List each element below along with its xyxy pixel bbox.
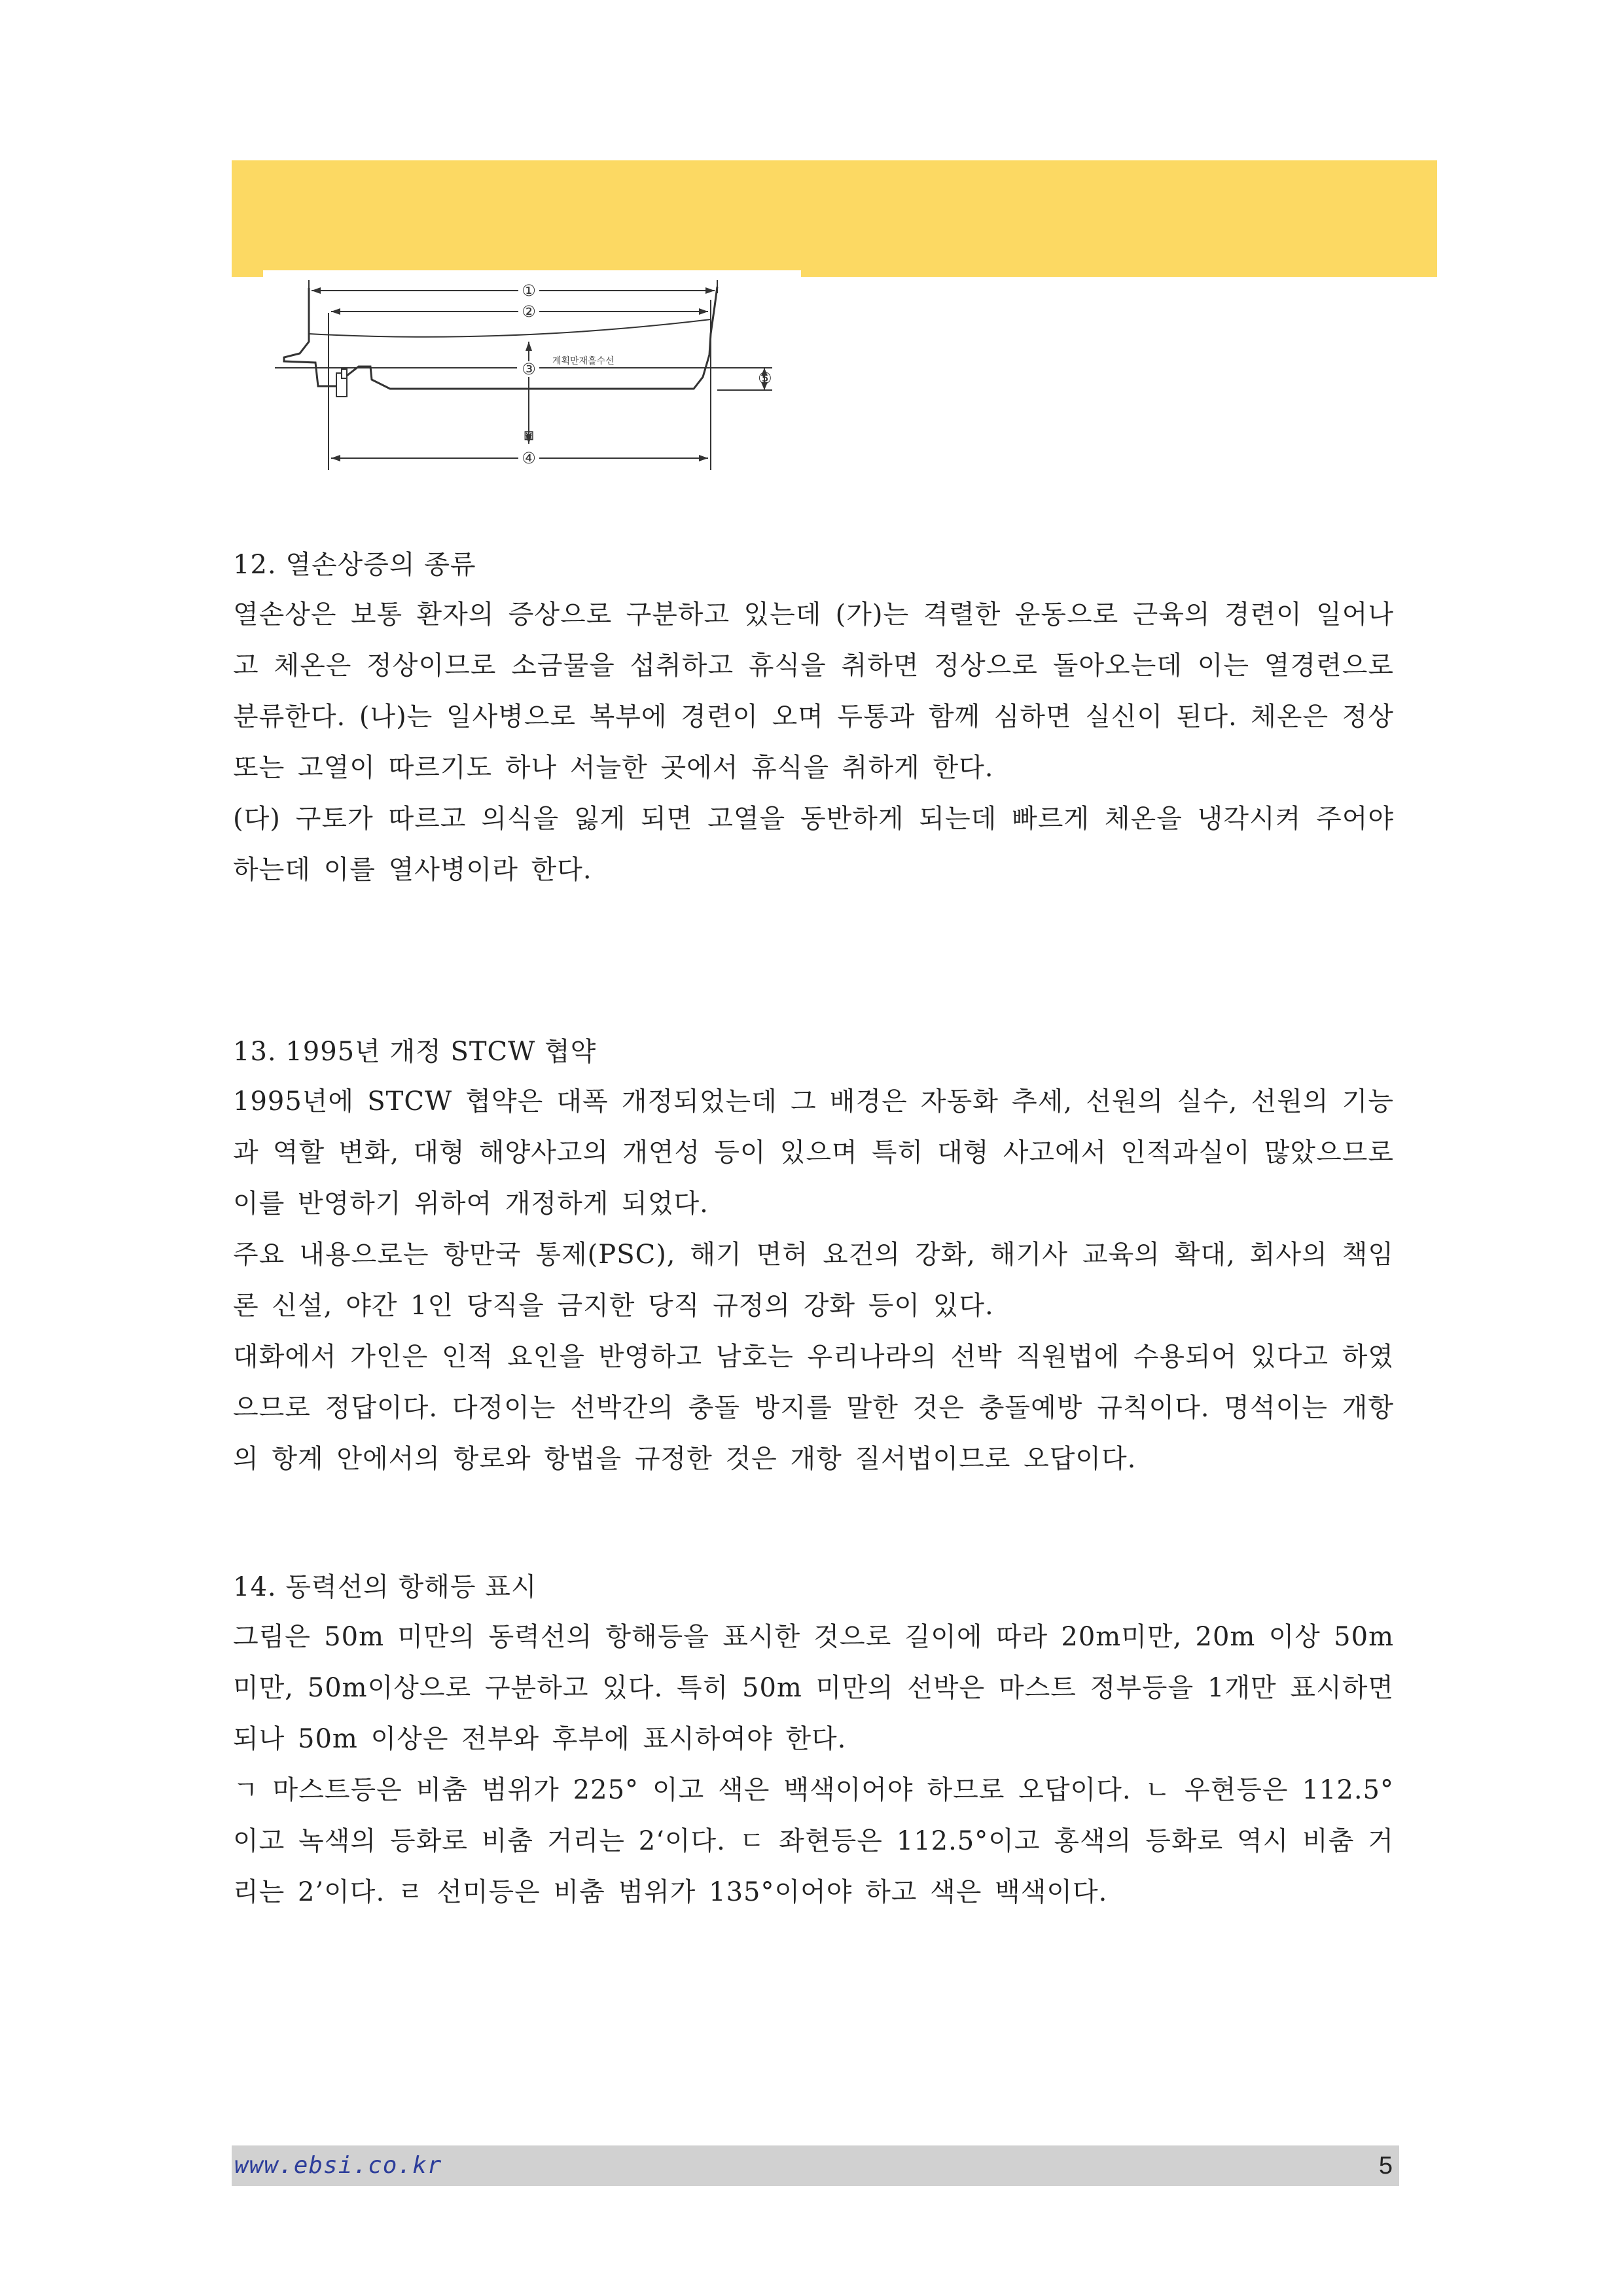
dimension-label-1: ①: [522, 281, 536, 300]
paragraph: 대화에서 가인은 인적 요인을 반영하고 남호는 우리나라의 선박 직원법에 수용되어 있다고 하였으므로 정답이다. 다정이는 선박간의 충돌 방지를 말한 것은 충돌예방 규칙이다. 명석이는 개항의 항계 안에서의 항로와 항법을 규정한 것은 개항 질서법이므로 오답이다.: [233, 1342, 1394, 1474]
footer-bar: [232, 2145, 1399, 2186]
dimension-label-2: ②: [522, 302, 536, 321]
deck-line: [309, 319, 711, 337]
waterline-label: 계획만재흘수선: [552, 356, 615, 367]
section-heading: 14. 동력선의 항해등 표시: [233, 1572, 537, 1602]
section-stcw-convention: [233, 1028, 1394, 1484]
paragraph: 그림은 50m 미만의 동력선의 항해등을 표시한 것으로 길이에 따라 20m미만, 20m 이상 50m미만, 50m이상으로 구분하고 있다. 특히 50m 미만의 선박은 마스트 정부등을 1개만 표시하면 되나 50m 이상은 전부와 후부에 표시하여야 한다.: [233, 1622, 1394, 1754]
page-number: 5: [1378, 2152, 1393, 2179]
dimension-label-4: ④: [522, 449, 536, 467]
ship-hull-outline: [284, 287, 717, 389]
paragraph: 1995년에 STCW 협약은 대폭 개정되었는데 그 배경은 자동화 추세, 선원의 실수, 선원의 기능과 역할 변화, 대형 해양사고의 개연성 등이 있으며 특히 대형 사고에서 인적과실이 많았으므로 이를 반영하기 위하여 개정하게 되었다.: [233, 1086, 1394, 1219]
section-heading: 12. 열손상증의 종류: [233, 550, 476, 580]
header-banner: [232, 160, 1437, 277]
section-heat-injury: [233, 541, 1394, 895]
dimension-label-5: ⑤: [758, 369, 772, 387]
paragraph: 주요 내용으로는 항만국 통제(PSC), 해기 면허 요건의 강화, 해기사 교육의 확대, 회사의 책임론 신설, 야간 1인 당직을 금지한 당직 규정의 강화 등이 있다.: [233, 1240, 1394, 1321]
rudder-post: [342, 369, 347, 378]
section-navigation-lights: [233, 1563, 1394, 1918]
paragraph: (다) 구토가 따르고 의식을 잃게 되면 고열을 동반하게 되는데 빠르게 체온을 냉각시켜 주어야 하는데 이를 열사병이라 한다.: [233, 804, 1394, 885]
paragraph: 열손상은 보통 환자의 증상으로 구분하고 있는데 (가)는 격렬한 운동으로 근육의 경련이 일어나고 체온은 정상이므로 소금물을 섭취하고 휴식을 취하면 정상으로 돌아오는데 이는 열경련으로 분류한다. (나)는 일사병으로 복부에 경련이 오며 두통과 함께 심하면 실신이 된다. 체온은 정상 또는 고열이 따르기도 하나 서늘한 곳에서 휴식을 취하게 한다.: [233, 600, 1394, 783]
footer-website-link[interactable]: www.ebsi.co.kr: [234, 2152, 442, 2179]
section-heading: 13. 1995년 개정 STCW 협약: [233, 1037, 597, 1067]
ship-dimension-diagram: [275, 274, 805, 483]
paragraph: ㄱ 마스트등은 비춤 범위가 225° 이고 색은 백색이어야 하므로 오답이다. ㄴ 우현등은 112.5°이고 녹색의 등화로 비춤 거리는 2‘이다. ㄷ 좌현등은 112.5°이고 홍색의 등화로 역시 비춤 거리는 2’이다. ㄹ 선미등은 비춤 범위가 135°이어야 하고 색은 백색이다.: [233, 1775, 1394, 1907]
keel-mark: ⊠: [523, 427, 535, 443]
dimension-label-3: ③: [522, 360, 536, 378]
